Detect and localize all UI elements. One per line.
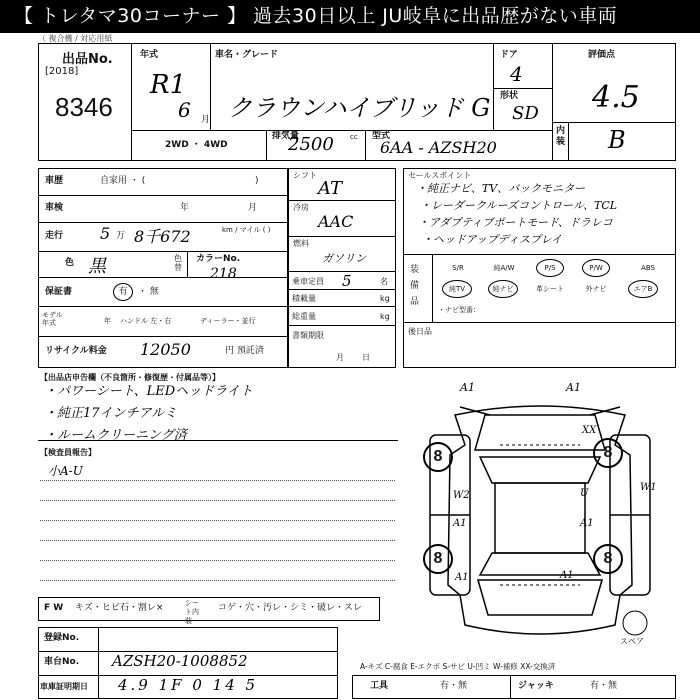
model-year-unit: 年 xyxy=(104,317,111,325)
navi-model-label: ・ナビ型番： xyxy=(438,306,480,314)
sales-line-3: ・アダプティブポートモード、ドラレコ xyxy=(418,216,613,229)
equip-alloy: 純A/W xyxy=(493,264,515,272)
capacity-label: 乗車定員 xyxy=(292,277,324,286)
seat-items: コゲ・穴・汚レ・シミ・破レ・スレ xyxy=(218,603,363,613)
tools-value: 有・無 xyxy=(440,681,468,691)
equipment-label: 装備品 xyxy=(410,265,420,307)
color-change-label: 色替 xyxy=(174,254,182,272)
doors-value: 4 xyxy=(510,62,523,86)
equip-sr: S/R xyxy=(452,264,464,272)
page-banner: 【 トレタマ30コーナー 】 過去30日以上 JU岐阜に出品歴がない車両 xyxy=(0,0,700,33)
mileage-value-man: 5 xyxy=(100,224,111,243)
shape-label: 形状 xyxy=(500,91,519,101)
color-no-label: カラーNo. xyxy=(196,254,241,264)
name-label: 車名・グレード xyxy=(215,50,279,60)
drive-label: 2WD ・ 4WD xyxy=(165,140,228,150)
dealer-note-2: ・純正17インチアルミ xyxy=(44,406,178,421)
tire-rear-right: 8 xyxy=(593,544,623,574)
lot-number: 8346 xyxy=(55,92,113,122)
capacity-unit: 名 xyxy=(380,277,388,286)
fw-label: F W xyxy=(44,603,64,613)
tire-rear-left: 8 xyxy=(423,544,453,574)
color-label: 色 xyxy=(65,258,75,268)
mark-a1-rear-left: A1 xyxy=(455,572,469,583)
lot-label: 出品No. xyxy=(62,52,113,67)
sales-label: セールスポイント xyxy=(408,171,472,180)
chassis-label: 車台No. xyxy=(44,657,80,667)
dealer-label: ディーラー・並行 xyxy=(200,317,256,325)
load-label: 積載量 xyxy=(292,294,316,303)
post-items-label: 後日品 xyxy=(408,327,432,336)
mark-xx: XX xyxy=(582,425,597,436)
subheader: （ 複合機 / 対応用紙 xyxy=(38,34,113,43)
recycle-value: 12050 xyxy=(140,340,191,359)
displacement-unit: cc xyxy=(350,133,358,141)
jack-label: ジャッキ xyxy=(518,681,554,691)
inspection-label: 車検 xyxy=(45,203,64,213)
seat-label: シート内装 xyxy=(185,599,199,625)
recycle-unit: 円 預託済 xyxy=(225,346,264,356)
capacity-value: 5 xyxy=(342,272,352,290)
reg-label: 登録No. xyxy=(44,633,80,643)
color-value: 黒 xyxy=(88,256,106,277)
mark-a1-right: A1 xyxy=(580,518,594,529)
doc-label: 書類期限 xyxy=(292,331,324,340)
warranty-label: 保証書 xyxy=(45,287,73,297)
displacement-value: 2500 xyxy=(288,134,334,155)
score-value: 4.5 xyxy=(592,80,640,115)
mileage-unit: km / マイル ( ) xyxy=(222,226,271,234)
inspector-value: 小A-U xyxy=(48,464,83,478)
usage-value: 自家用 ・ ( xyxy=(100,176,146,186)
doc-unit: 月日 xyxy=(336,353,388,362)
equip-airbag: エアB xyxy=(628,280,658,298)
sales-line-4: ・ヘッドアップディスプレイ xyxy=(422,233,563,246)
interior-label: 内装 xyxy=(556,126,566,147)
tire-front-left: 8 xyxy=(423,442,453,472)
mark-w1: W1 xyxy=(640,482,657,493)
tools-row xyxy=(352,675,676,699)
legend: A-キズ C-腐食 E-エクボ S-サビ U-凹ミ W-補修 XX-交換済 xyxy=(360,662,556,671)
type-value: 6AA - AZSH20 xyxy=(380,138,497,157)
equip-navi: 純ナビ xyxy=(488,280,518,298)
chassis-value: AZSH20-1008852 xyxy=(112,652,248,670)
doors-label: ドア xyxy=(500,50,518,60)
shift-label: シフト xyxy=(293,171,317,180)
fw-items: キズ・ヒビ石・割レ× xyxy=(75,603,164,613)
month-unit: 月 xyxy=(201,115,211,125)
month-value: 6 xyxy=(178,98,191,122)
recycle-label: リサイクル料金 xyxy=(45,346,107,356)
tools-label: 工具 xyxy=(370,681,389,691)
fuel-label: 燃料 xyxy=(293,239,309,248)
equip-ps: P/S xyxy=(536,259,564,277)
mark-a1-front-right: A1 xyxy=(566,381,581,394)
dealer-note-3: ・ルームクリーニング済 xyxy=(44,428,187,443)
inspector-label: 【検査員報告】 xyxy=(40,448,96,457)
equip-tv: 純TV xyxy=(442,280,472,298)
lot-year-tag: [2018] xyxy=(45,66,79,77)
inspection-month: 月 xyxy=(248,203,258,213)
ac-label: 冷房 xyxy=(293,203,309,212)
cert-label: 車庫証明期日 xyxy=(40,682,88,691)
usage-close: ) xyxy=(255,176,259,186)
color-no-value: 218 xyxy=(210,266,237,282)
mark-w2: W2 xyxy=(453,490,470,501)
warranty-yes: 有 xyxy=(113,283,133,301)
year-value: R1 xyxy=(150,70,187,100)
car-diagram xyxy=(400,375,680,655)
ac-value: AAC xyxy=(318,212,354,231)
mileage-value: 8千672 xyxy=(134,227,191,246)
model-year-label: モデル年式 xyxy=(42,311,63,327)
sales-line-2: ・レーダークルーズコントロール、TCL xyxy=(420,199,618,212)
equip-pw: P/W xyxy=(582,259,610,277)
inspection-year: 年 xyxy=(180,203,190,213)
shape-value: SD xyxy=(512,103,539,124)
equip-ext-navi: 外ナビ xyxy=(585,285,607,293)
displacement-label: 排気量 xyxy=(272,131,300,141)
gross-unit: kg xyxy=(380,312,390,321)
equip-abs: ABS xyxy=(641,264,655,272)
cert-value: 4.9 1F 0 14 5 xyxy=(118,676,259,694)
handle-label: ハンドル 左・右 xyxy=(120,317,172,325)
jack-value: 有・無 xyxy=(590,681,618,691)
history-block xyxy=(38,168,288,368)
mark-a1-front-left: A1 xyxy=(460,381,475,394)
gross-label: 総重量 xyxy=(292,312,316,321)
spare-label: スペア xyxy=(620,637,644,646)
type-label: 型式 xyxy=(372,131,391,141)
mark-u: U xyxy=(580,488,589,499)
interior-value: B xyxy=(608,126,626,154)
mileage-label: 走行 xyxy=(45,231,64,241)
dealer-notes-label: 【出品店申告欄（不良箇所・修復歴・付属品等）】 xyxy=(40,373,220,382)
equip-leather: 革シート xyxy=(536,285,564,293)
dealer-note-1: ・パワーシート、LEDヘッドライト xyxy=(44,384,253,399)
shift-value: AT xyxy=(318,178,343,199)
mileage-unit-man: 万 xyxy=(116,231,126,241)
score-label: 評価点 xyxy=(588,50,616,60)
fuel-value: ガソリン xyxy=(322,252,366,265)
mark-a1-rear-right: A1 xyxy=(560,570,574,581)
usage-label: 車歴 xyxy=(45,176,64,186)
warranty-no: ・ 無 xyxy=(138,287,159,297)
mark-a1-left: A1 xyxy=(453,518,467,529)
year-label: 年式 xyxy=(140,50,159,60)
tire-front-right: 8 xyxy=(593,438,623,468)
load-unit: kg xyxy=(380,294,390,303)
name-value: クラウンハイブリッド G xyxy=(228,94,491,122)
sales-line-1: ・純正ナビ、TV、バックモニター xyxy=(416,182,586,195)
